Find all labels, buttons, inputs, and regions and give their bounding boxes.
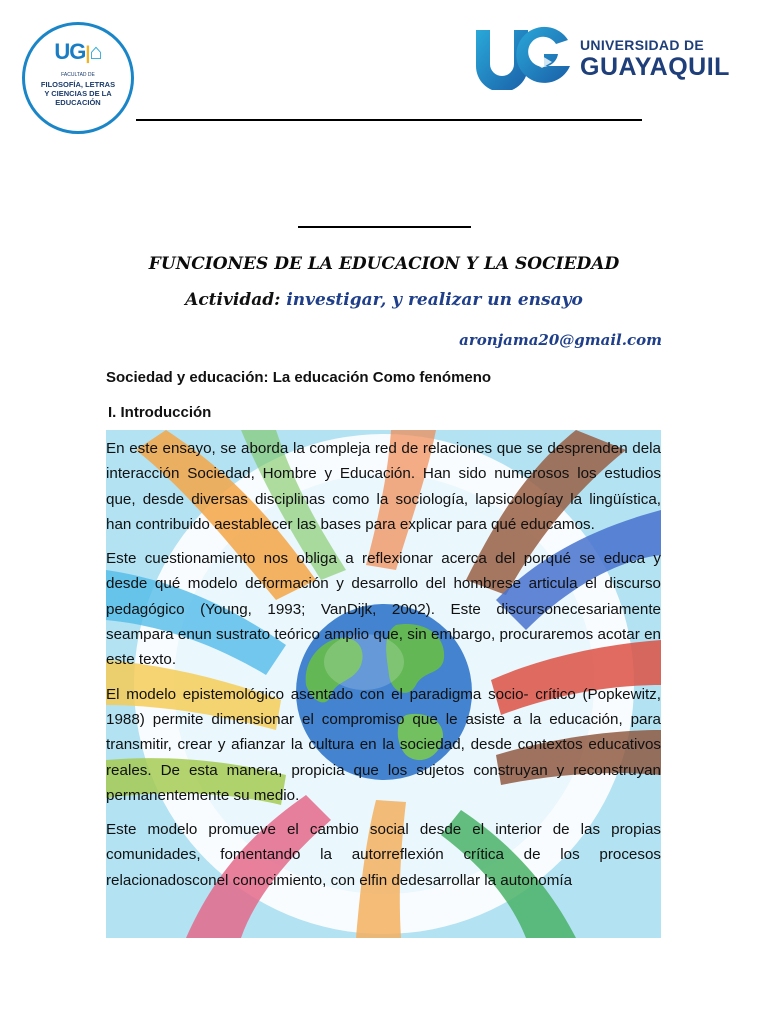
- paragraph-1: En este ensayo, se aborda la compleja red de relaciones que se desprenden dela interacción Sociedad, Hombre y Educación. Han sido numerosos los estudios que, desde diversas disciplinas como la sociología, lapsicologíay la lingüística, han contribuido aestablecer las bases para explicar para qué educamos.: [106, 440, 661, 533]
- seal-logo-divider-icon: |: [85, 43, 90, 63]
- paragraph-2: Este cuestionamiento nos obliga a reflexionar acerca del porqué se educa y desde qué modelo deformación y desarrollo del hombrese articula el discurso pedagógico (Young, 1993; VanDijk, 2002). Este discursonecesariamente seampara enun sustrato teórico amplio que, sin embargo, procuraremos acotar en este texto.: [106, 550, 661, 669]
- seal-line-4: EDUCACIÓN: [55, 98, 101, 107]
- seal-text: [25, 71, 131, 107]
- essay-text: [106, 430, 661, 902]
- header-rule: [136, 119, 642, 121]
- paragraph-3: El modelo epistemológico asentado con el paradigma socio- crítico (Popkewitz, 1988) permite dimensionar el compromiso que le asiste a la educación, para transmitir, crear y afianzar la cultura en la sociedad, desde contextos educativos reales. De esta manera, propicia que los sujetos construyan y reconstruyan permanentemente su medio.: [106, 685, 661, 804]
- subtitle-rest: investigar, y realizar un ensayo: [280, 290, 583, 310]
- faculty-seal: [22, 22, 134, 134]
- seal-logo-letters: UG: [54, 39, 86, 64]
- section-title: Sociedad y educación: La educación Como fenómeno: [106, 369, 492, 386]
- university-name-line-2: GUAYAQUIL: [580, 53, 730, 81]
- document-title: FUNCIONES DE LA EDUCACION Y LA SOCIEDAD: [148, 254, 620, 274]
- author-email: aronjama20@gmail.com: [459, 331, 662, 349]
- seal-line-1: FACULTAD DE: [61, 72, 95, 78]
- university-name-line-1: UNIVERSIDAD DE: [580, 37, 704, 53]
- intro-heading: I. Introducción: [108, 404, 212, 421]
- seal-line-2: FILOSOFÍA, LETRAS: [40, 80, 116, 89]
- university-name: [580, 38, 730, 80]
- title-rule: [298, 226, 471, 228]
- university-logo: [472, 26, 734, 90]
- body-content: [106, 430, 661, 938]
- seal-building-icon: ⌂: [89, 39, 102, 64]
- document-subtitle: [0, 290, 768, 310]
- subtitle-lead: Actividad:: [185, 290, 281, 310]
- seal-line-3: Y CIENCIAS DE LA: [44, 89, 112, 98]
- paragraph-4: Este modelo promueve el cambio social desde el interior de las propias comunidades, fomentando la autorreflexión crítica de los procesos relacionadosconel conocimiento, con elfin dedesarrollar la autonomía: [106, 821, 661, 889]
- ug-logo-mark-icon: [472, 26, 572, 90]
- seal-logo: [25, 39, 131, 65]
